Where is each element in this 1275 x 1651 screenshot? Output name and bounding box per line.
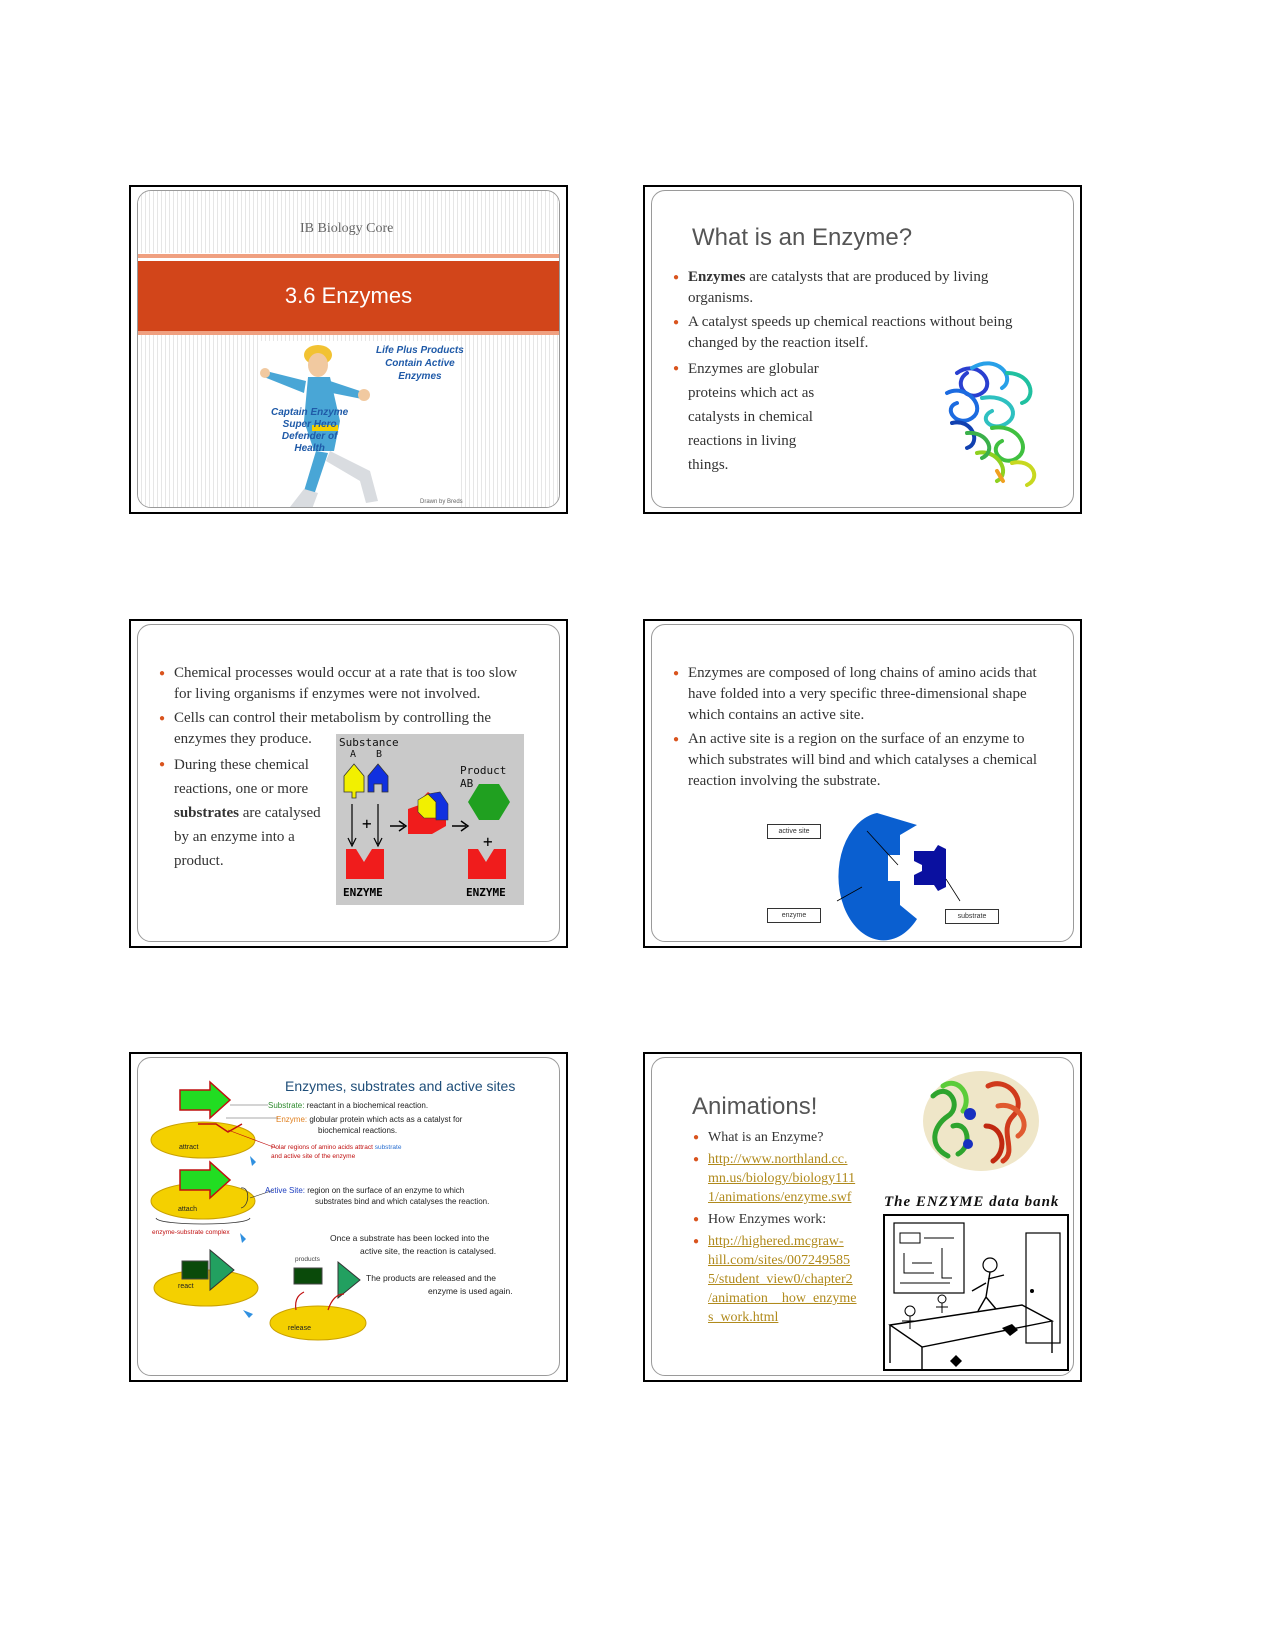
term: Active Site: — [265, 1186, 306, 1195]
slide-substrates-active-sites — [129, 1052, 568, 1382]
locked-note — [330, 1232, 496, 1258]
bullet-text: A catalyst speeds up chemical reactions without being changed by the reaction itself. — [688, 314, 1013, 351]
animation-link-2[interactable]: ● http://highered.mcgraw- — [708, 1234, 844, 1249]
definition: globular protein which acts as a catalyst for — [307, 1115, 463, 1124]
plus-sign: + — [362, 814, 372, 833]
bullet-item — [672, 312, 1032, 354]
artist-signature: Drawn by Breds — [420, 499, 463, 505]
bold-term: substrates — [174, 805, 240, 821]
label-attract: attract — [179, 1144, 199, 1151]
accent-line — [138, 254, 559, 258]
enzyme-definition — [276, 1114, 462, 1136]
slide-what-is-enzyme — [643, 185, 1082, 514]
bullet-text: How Enzymes work: — [708, 1212, 827, 1227]
active-site-definition — [265, 1185, 489, 1207]
substance-label: Substance — [339, 736, 399, 749]
slide-title — [129, 185, 568, 514]
substrate-b-label: B — [376, 749, 383, 760]
term: Substrate: — [268, 1101, 305, 1110]
bullet-item — [158, 753, 334, 873]
slide-heading: Enzymes, substrates and active sites — [285, 1078, 516, 1094]
label-attach: attach — [178, 1206, 198, 1213]
slide-frame — [651, 190, 1074, 508]
bold-term: Enzymes — [688, 269, 746, 285]
label-products: products — [295, 1256, 320, 1263]
slide-frame — [137, 1057, 560, 1376]
substrate-a-label: A — [350, 749, 357, 760]
hero-caption-line: Super Hero — [282, 419, 337, 430]
slide-active-site — [643, 619, 1082, 948]
protein-structure-image — [918, 1066, 1044, 1176]
bullet-text: Enzymes are globular proteins which act as catalysts in chemical reactions in living things. — [688, 361, 819, 473]
label-complex: enzyme-substrate complex — [152, 1229, 230, 1236]
hero-caption-line: Health — [294, 443, 325, 454]
slide-chemical-processes — [129, 619, 568, 948]
product-label: Product AB — [460, 764, 507, 790]
bullet-item — [672, 663, 1052, 726]
slide-frame — [137, 624, 560, 942]
bullet-item — [672, 729, 1052, 792]
animation-link-2[interactable]: s_work.html — [708, 1310, 779, 1325]
enzyme-label: ENZYME — [343, 886, 383, 899]
label-active-site: active site — [767, 824, 821, 839]
bullet-list — [672, 663, 1052, 795]
definition: reactant in a biochemical reaction. — [304, 1101, 429, 1110]
animation-link-1[interactable]: ● http://www.northland.cc. — [708, 1152, 848, 1167]
art-caption-line: Contain Active — [385, 358, 455, 369]
released-note — [366, 1272, 513, 1298]
slide-frame — [651, 624, 1074, 942]
term: Enzyme: — [276, 1115, 308, 1124]
animation-link-2[interactable]: hill.com/sites/007249585 — [708, 1253, 850, 1268]
art-caption-line: Life Plus Products — [376, 345, 464, 356]
bullet-list — [692, 1128, 872, 1330]
bullet-text: Enzymes are composed of long chains of amino acids that have folded into a very specific three-dimensional shape which contains an active site. — [688, 665, 1037, 723]
hero-caption-line: Captain Enzyme — [271, 407, 349, 418]
note-line: active site, the reaction is catalysed. — [360, 1246, 497, 1256]
slide-frame — [137, 190, 560, 508]
hero-caption — [271, 407, 348, 455]
bullet-text: are catalysts that are produced by living organisms. — [688, 269, 989, 306]
slide-title-text: 3.6 Enzymes — [284, 283, 413, 308]
kicker-text: IB Biology Core — [300, 221, 394, 236]
bullet-item — [672, 267, 1032, 309]
bullet-item — [692, 1128, 872, 1147]
plus-sign: + — [483, 832, 493, 851]
bullet-text: Chemical processes would occur at a rate that is too slow for living organisms if enzymes were not involved. — [174, 665, 518, 702]
note-highlight: substrate — [374, 1144, 402, 1151]
bullet-item — [158, 663, 538, 705]
protein-ribbon-image — [937, 353, 1047, 491]
label-substrate: substrate — [945, 909, 999, 924]
polar-note — [271, 1143, 401, 1161]
animation-link-2[interactable]: /animation__how_enzyme — [708, 1291, 857, 1306]
bullet-item — [672, 357, 838, 477]
label-release: release — [288, 1325, 311, 1332]
substrate-definition — [268, 1101, 428, 1110]
note-line: enzyme is used again. — [428, 1286, 513, 1296]
bullet-item — [692, 1210, 872, 1229]
art-caption-line: Enzymes — [398, 371, 442, 382]
bullet-text: are catalysed by an enzyme into a product. — [174, 805, 321, 869]
definition-cont: biochemical reactions. — [318, 1126, 398, 1135]
animation-link-2[interactable]: 5/student_view0/chapter2 — [708, 1272, 853, 1287]
art-caption — [376, 344, 464, 383]
definition: region on the surface of an enzyme to which — [305, 1186, 465, 1195]
enzyme-data-bank-cartoon — [882, 1213, 1072, 1373]
note-line: The products are released and the — [366, 1273, 496, 1283]
bullet-text: An active site is a region on the surface of an enzyme to which substrates will bind and which catalyses a chemical reaction involving the substrate. — [688, 731, 1038, 789]
label-react: react — [178, 1283, 194, 1290]
bullet-text: What is an Enzyme? — [708, 1130, 824, 1145]
note-line: Once a substrate has been locked into the — [330, 1233, 490, 1243]
animation-link-1[interactable]: mn.us/biology/biology111 — [708, 1171, 856, 1186]
note-text: and active site of the enzyme — [271, 1153, 356, 1160]
slide-heading: What is an Enzyme? — [692, 224, 913, 251]
slide-heading: Animations! — [692, 1093, 818, 1120]
definition-cont: substrates bind and which catalyses the reaction. — [315, 1197, 490, 1206]
bullet-item — [692, 1150, 872, 1207]
bullet-item — [692, 1232, 872, 1327]
hero-caption-line: Defender of — [281, 431, 338, 442]
animation-link-1[interactable]: 1/animations/enzyme.swf — [708, 1190, 852, 1205]
slide-frame — [651, 1057, 1074, 1376]
cartoon-title: The ENZYME data bank — [884, 1194, 1060, 1210]
bullet-text: During these chemical reactions, one or more — [174, 757, 309, 797]
label-enzyme: enzyme — [767, 908, 821, 923]
slide-animations — [643, 1052, 1082, 1382]
reaction-diagram — [336, 734, 524, 905]
bullet-text: Cells can control their metabolism by controlling the enzymes they produce. — [174, 710, 492, 747]
note-text: Polar regions of amino acids attract — [271, 1144, 375, 1151]
enzyme-label: ENZYME — [466, 886, 506, 899]
